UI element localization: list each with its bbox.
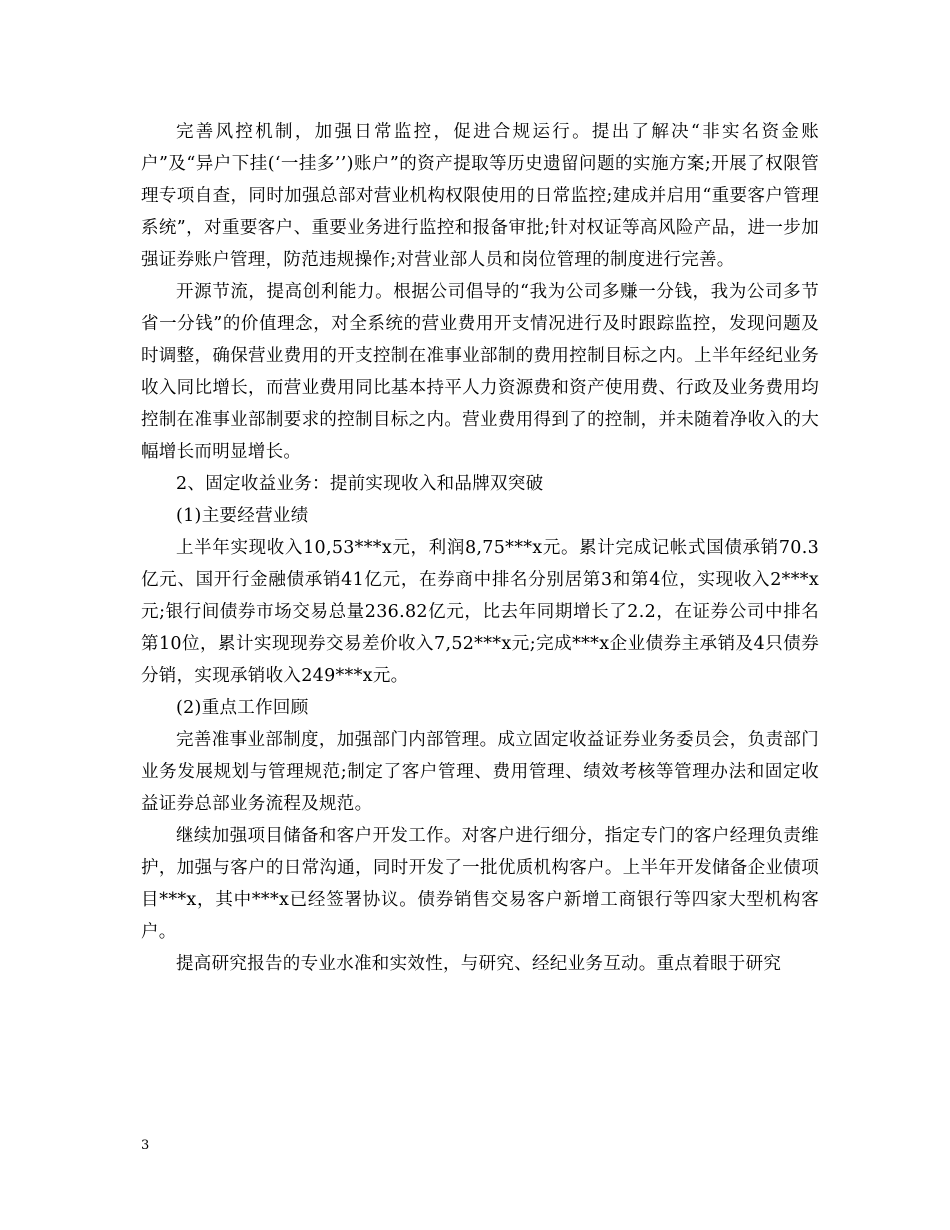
paragraph-risk-control: 完善风控机制，加强日常监控，促进合规运行。提出了解决“非实名资金账户”及“异户下挂(‘一挂多’’)账户”的资产提取等历史遗留问题的实施方案;开展了权限管理专项自查，同时加强总部对营业机构权限使用的日常监控;建成并启用“重要客户管理系统”，对重要客户、重要业务进行监控和报备审批;针对权证等高风险产品，进一步加强证券账户管理，防范违规操作;对营业部人员和岗位管理的制度进行完善。 [141,122,819,270]
paragraph-client-development: 继续加强项目储备和客户开发工作。对客户进行细分，指定专门的客户经理负责维护，加强与客户的日常沟通，同时开发了一批优质机构客户。上半年开发储备企业债项目***x，其中***x已经签署协议。债券销售交易客户新增工商银行等四家大型机构客户。 [141,826,819,942]
paragraph-research-reports: 提高研究报告的专业水准和实效性，与研究、经纪业务互动。重点着眼于研究 [176,954,782,974]
paragraph-department-management: 完善准事业部制度，加强部门内部管理。成立固定收益证券业务委员会，负责部门业务发展规划与管理规范;制定了客户管理、费用管理、绩效考核等管理办法和固定收益证券总部业务流程及规范。 [141,730,819,814]
subheading-key-work-review: (2)重点工作回顾 [176,698,309,718]
subheading-main-results: (1)主要经营业绩 [176,506,309,526]
paragraph-main-results: 上半年实现收入10,53***x元，利润8,75***x元。累计完成记帐式国债承销70.3亿元、国开行金融债承销41亿元，在券商中排名分别居第3和第4位，实现收入2***x元;银行间债券市场交易总量236.82亿元，比去年同期增长了2.2，在证券公司中排名第10位，累计实现现券交易差价收入7,52***x元;完成***x企业债券主承销及4只债券分销，实现承销收入249***x元。 [141,538,819,686]
body-text [141,116,819,980]
page-number: 3 [141,1138,150,1153]
paragraph-cost-control: 开源节流，提高创利能力。根据公司倡导的“我为公司多赚一分钱，我为公司多节省一分钱”的价值理念，对全系统的营业费用开支情况进行及时跟踪监控，发现问题及时调整，确保营业费用的开支控制在准事业部制的费用控制目标之内。上半年经纪业务收入同比增长，而营业费用同比基本持平人力资源费和资产使用费、行政及业务费用均控制在准事业部制要求的控制目标之内。营业费用得到了的控制，并未随着净收入的大幅增长而明显增长。 [141,282,819,462]
section-heading-fixed-income: 2、固定收益业务：提前实现收入和品牌双突破 [176,474,544,494]
